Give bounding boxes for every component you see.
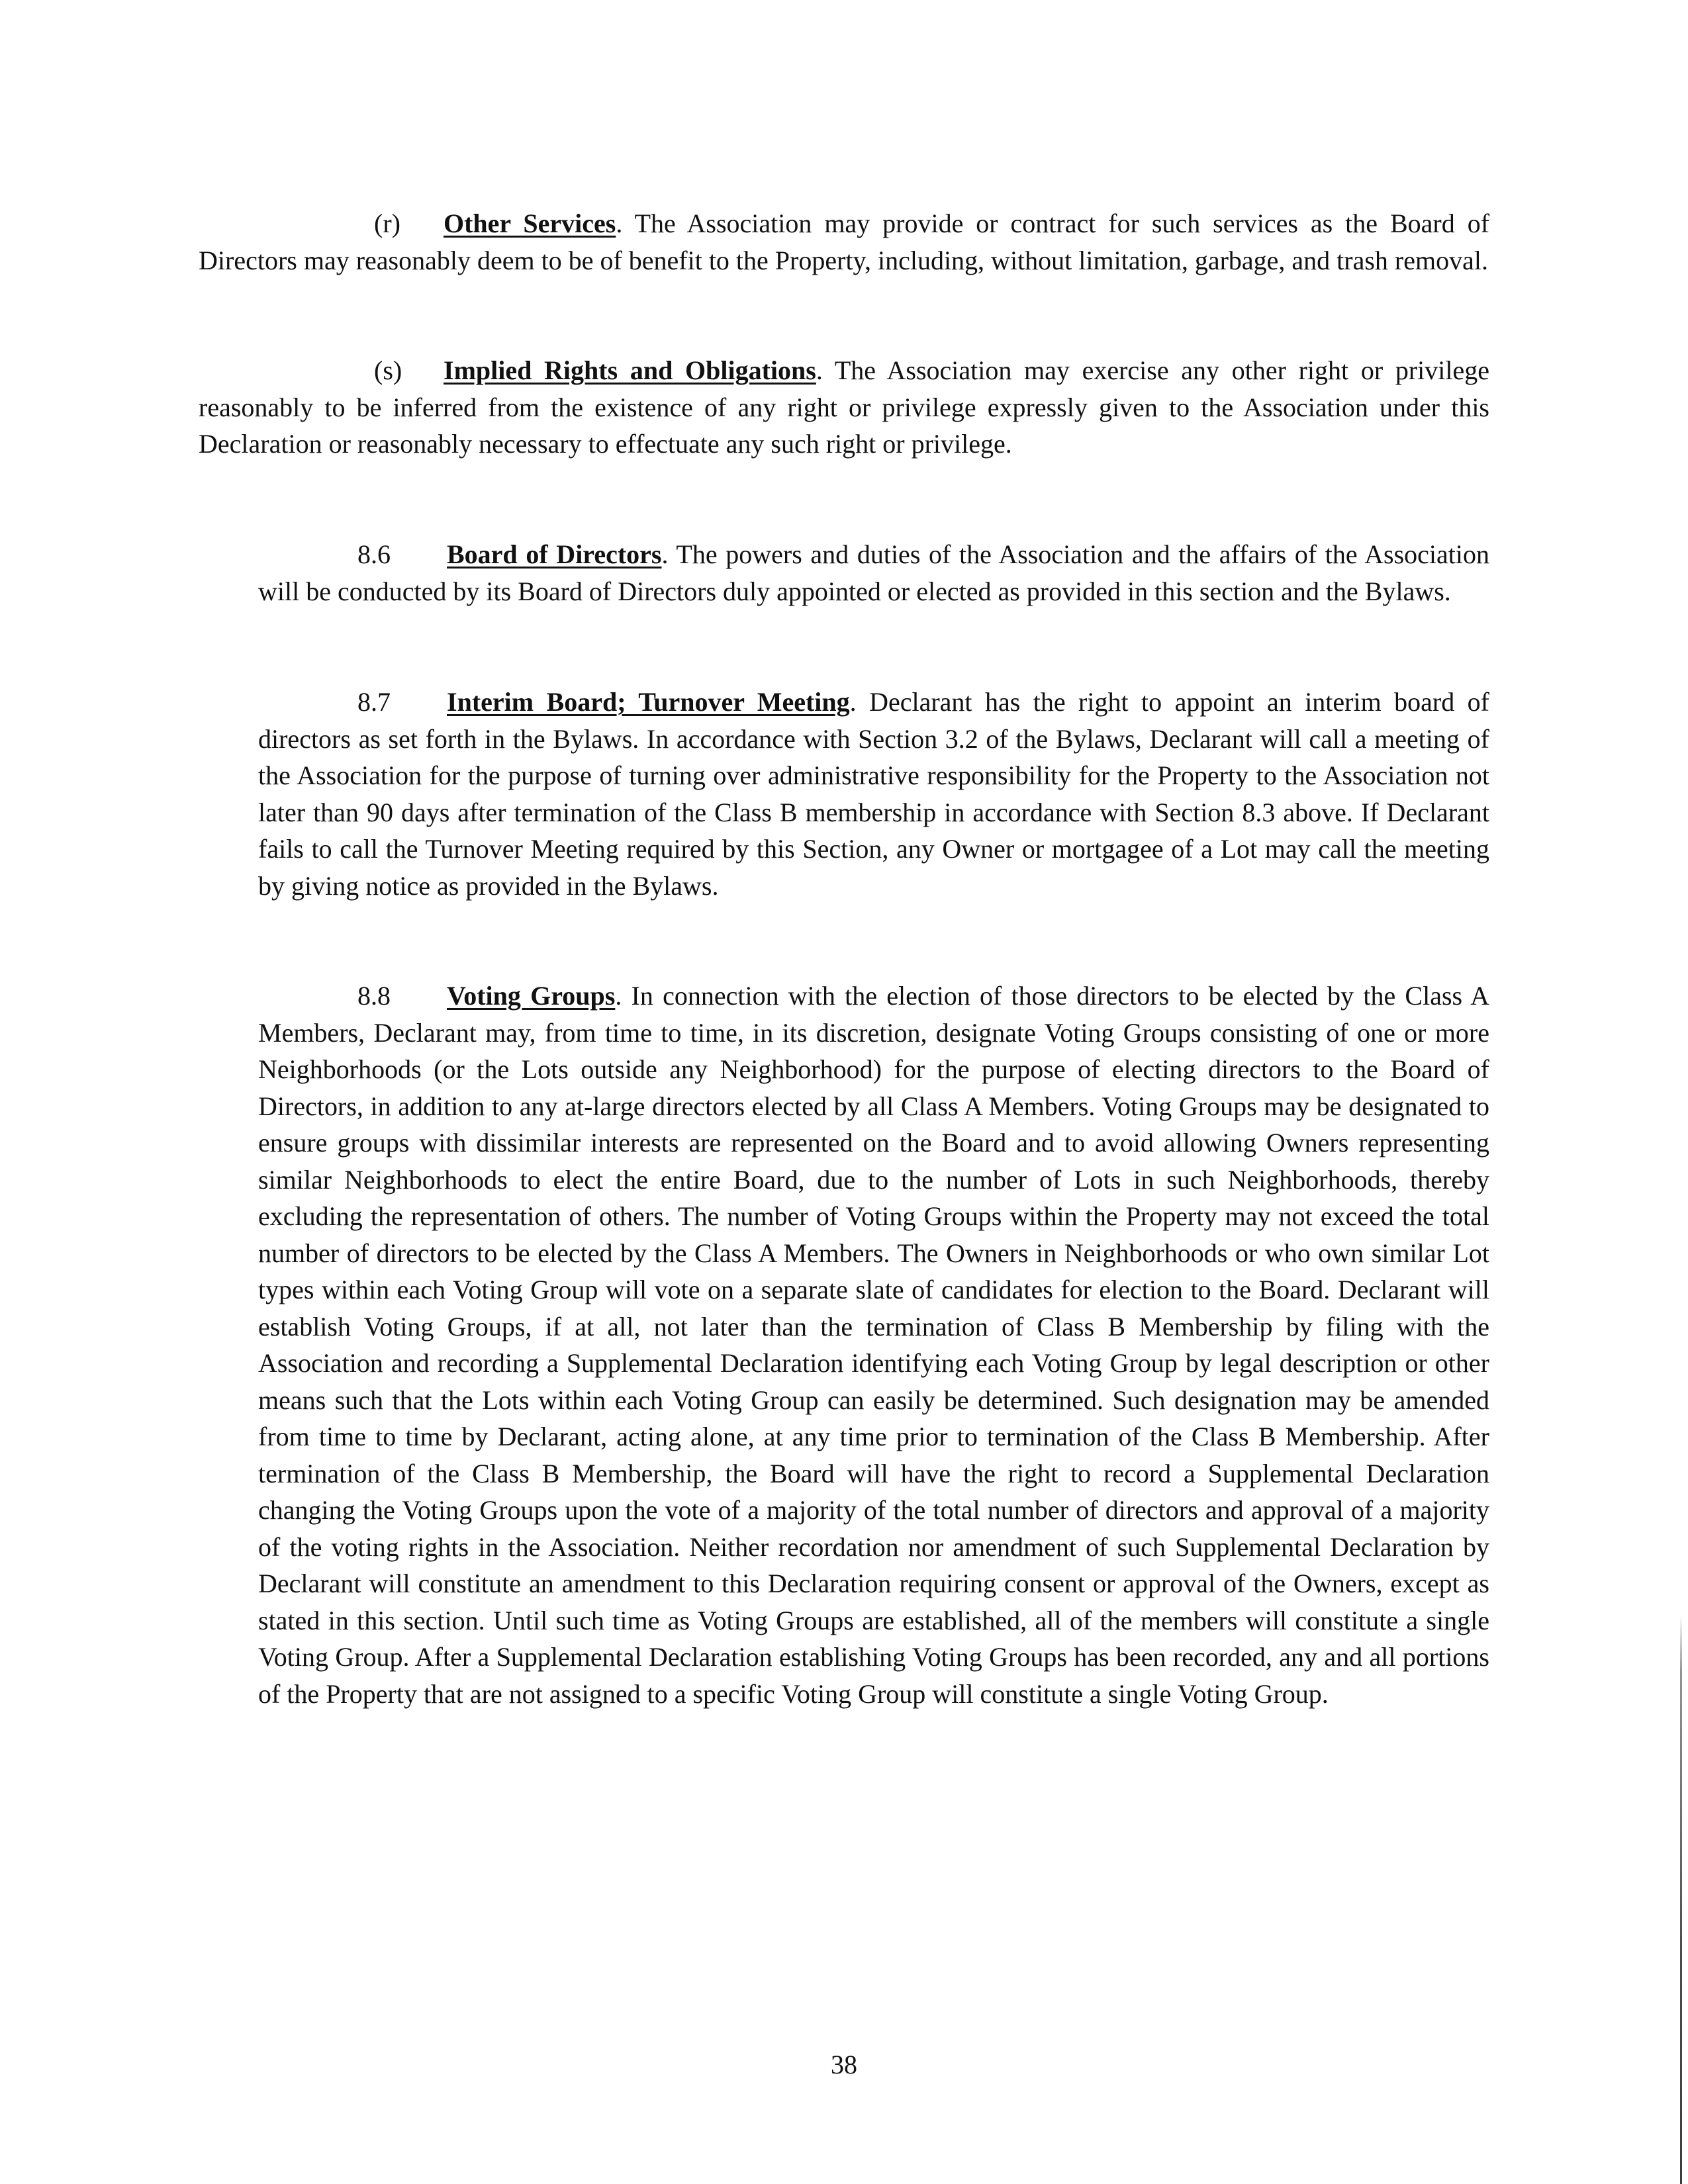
section-number: 8.6 <box>357 539 391 569</box>
section-body: . In connection with the election of those directors to be elected by the Class A Members, Declarant may, from time to time, in its discretion, designate Voting Groups consisting of one or more Neighborhoods (or the Lots outside any Neighborhood) for the purpose of electing directors to the Board of Directors, in addition to any at-large directors elected by all Class A Members. Voting Groups may be designated to ensure groups with dissimilar interests are represented on the Board and to avoid allowing Owners representing similar Neighborhoods to elect the entire Board, due to the number of Lots in such Neighborhoods, thereby excluding the representation of others. The number of Voting Groups within the Property may not exceed the total number of directors to be elected by the Class A Members. The Owners in Neighborhoods or who own similar Lot types within each Voting Group will vote on a separate slate of candidates for election to the Board. Declarant will establish Voting Groups, if at all, not later than the termination of Class B Membership by filing with the Association and recording a Supplemental Declaration identifying each Voting Group by legal description or other means such that the Lots within each Voting Group can easily be determined. Such designation may be amended from time to time by Declarant, acting alone, at any time prior to termination of the Class B Membership. After termination of the Class B Membership, the Board will have the right to record a Supplemental Declaration changing the Voting Groups upon the vote of a majority of the total number of directors and approval of a majority of the voting rights in the Association. Neither recordation nor amendment of such Supplemental Declaration by Declarant will constitute an amendment to this Declaration requiring consent or approval of the Owners, except as stated in this section. Until such time as Voting Groups are established, all of the members will constitute a single Voting Group. After a Supplemental Declaration establishing Voting Groups has been recorded, any and all portions of the Property that are not assigned to a specific Voting Group will constitute a single Voting Group. <box>258 981 1490 1709</box>
section-number: 8.8 <box>357 981 391 1011</box>
section-heading: Voting Groups <box>447 981 616 1011</box>
section-body: . Declarant has the right to appoint an interim board of directors as set forth in the Bylaws. In accordance with Section 3.2 of the Bylaws, Declarant will call a meeting of the Association for the purpose of turning over administrative responsibility for the Property to the Association not later than 90 days after termination of the Class B membership in accordance with Section 8.3 above. If Declarant fails to call the Turnover Meeting required by this Section, any Owner or mortgagee of a Lot may call the meeting by giving notice as provided in the Bylaws. <box>258 687 1489 901</box>
paragraph-heading: Other Services <box>444 208 616 238</box>
paragraph-body: . The Association may provide or contract for such services as the Board of Directors may reasonably deem to be of benefit to the Property, including, without limitation, garbage, and trash removal. <box>199 208 1490 275</box>
section-body: . The powers and duties of the Association and the affairs of the Association will be conducted by its Board of Directors duly appointed or elected as provided in this section and the Bylaws. <box>258 539 1489 606</box>
paragraph-body: . The Association may exercise any other right or privilege reasonably to be inferred from the existence of any right or privilege expressly given to the Association under this Declaration or reasonably necessary to effectuate any such right or privilege. <box>199 355 1489 459</box>
page-number: 38 <box>831 2050 857 2079</box>
scan-edge-artifact <box>1680 1615 1682 2184</box>
paragraph-number: (s) <box>374 355 402 385</box>
section-8-6 <box>258 536 1489 610</box>
section-8-7 <box>258 684 1489 904</box>
section-8-8 <box>258 978 1489 1712</box>
section-number: 8.7 <box>357 687 391 717</box>
paragraph-r <box>199 205 1489 279</box>
section-heading: Board of Directors <box>447 539 662 569</box>
paragraph-heading: Implied Rights and Obligations <box>444 355 816 385</box>
paragraph-s <box>199 352 1489 463</box>
paragraph-number: (r) <box>374 208 400 238</box>
section-heading: Interim Board; Turnover Meeting <box>447 687 850 717</box>
